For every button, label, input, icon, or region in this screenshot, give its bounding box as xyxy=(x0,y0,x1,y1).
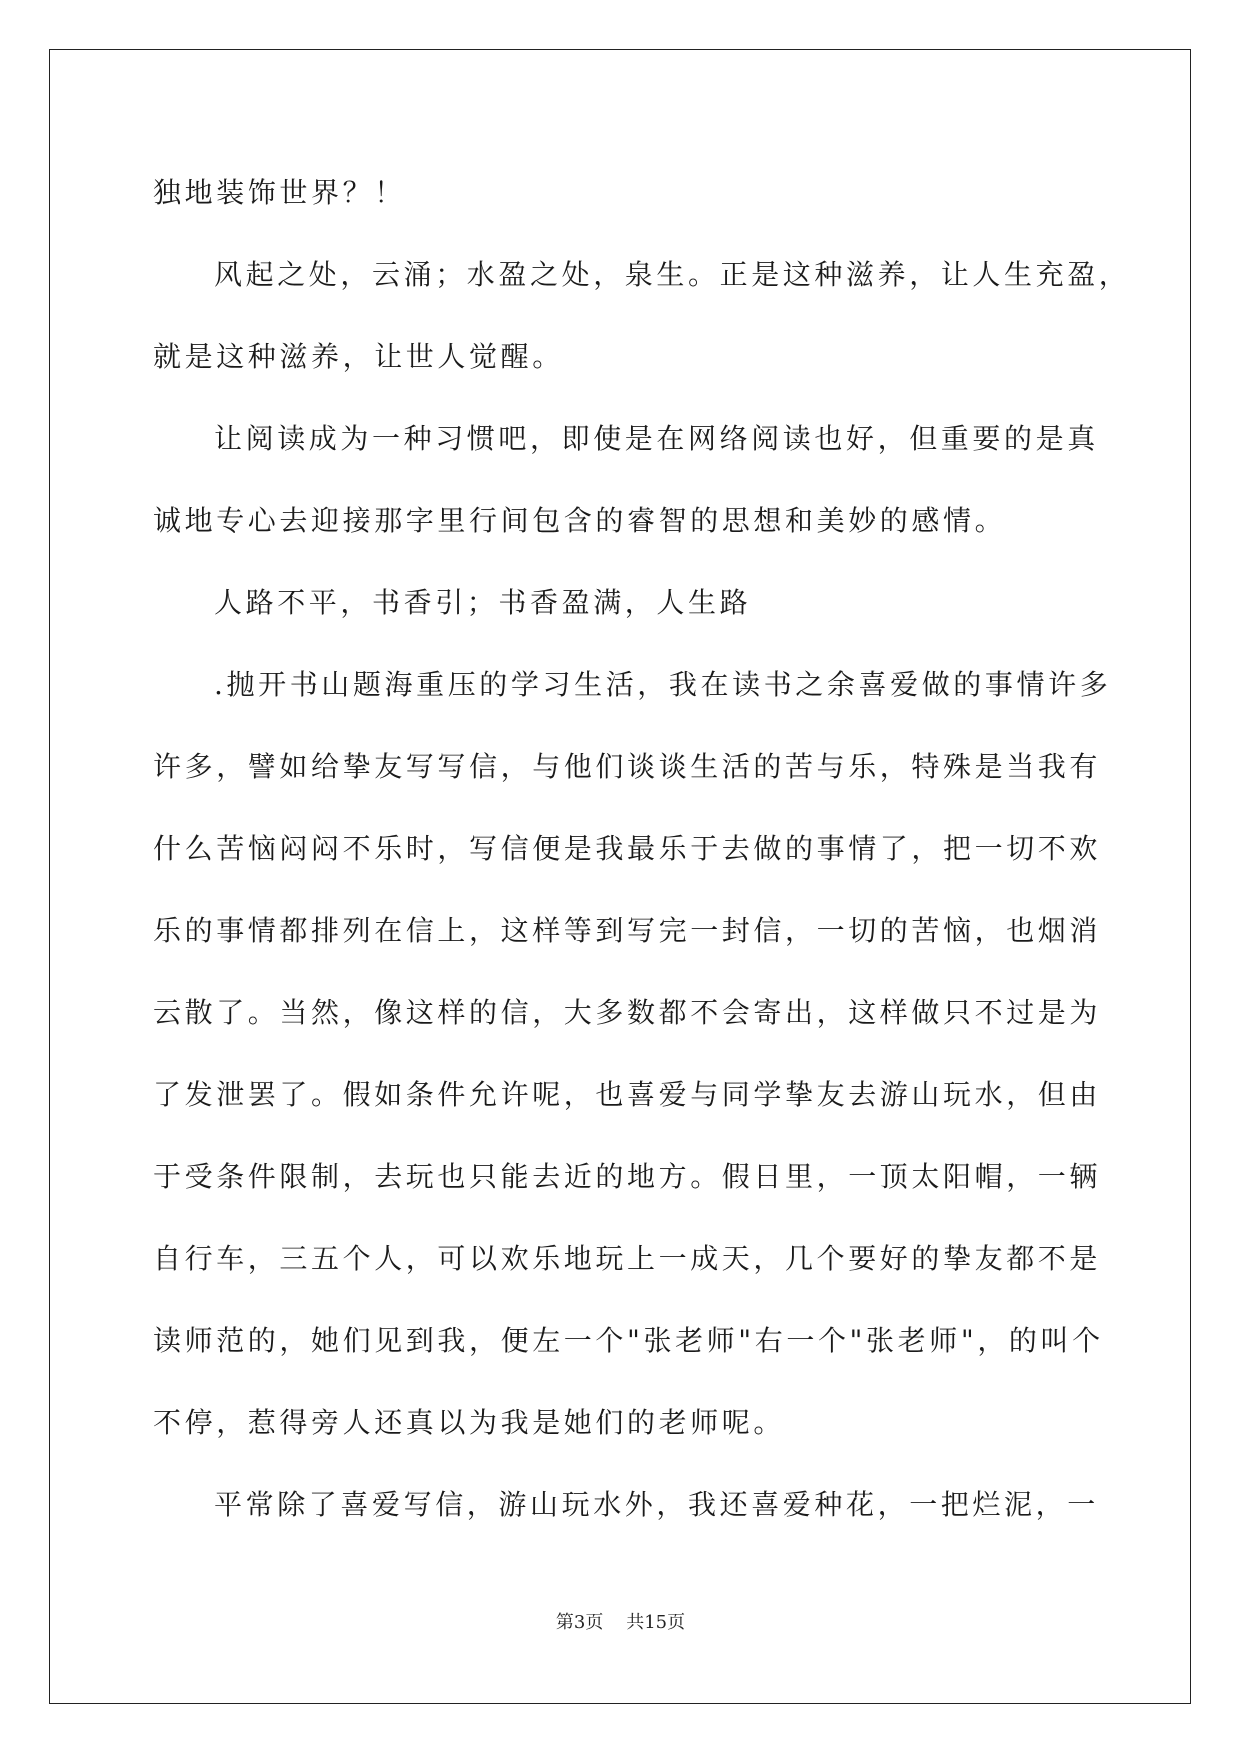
text-line: 就是这种滋养，让世人觉醒。 xyxy=(153,340,564,373)
page-total: 共15页 xyxy=(626,1612,686,1633)
text-line: 什么苦恼闷闷不乐时，写信便是我最乐于去做的事情了，把一切不欢 xyxy=(153,832,1102,865)
page-footer xyxy=(0,1611,1241,1635)
text-line: .抛开书山题海重压的学习生活，我在读书之余喜爱做的事情许多 xyxy=(214,668,1112,701)
text-line: 平常除了喜爱写信，游山玩水外，我还喜爱种花，一把烂泥，一 xyxy=(214,1488,1099,1521)
text-line: 许多，譬如给挚友写写信，与他们谈谈生活的苦与乐，特殊是当我有 xyxy=(153,750,1102,783)
text-line: 自行车，三五个人，可以欢乐地玩上一成天，几个要好的挚友都不是 xyxy=(153,1242,1102,1275)
text-line: 人路不平，书香引；书香盈满，人生路 xyxy=(214,586,752,619)
text-line: 让阅读成为一种习惯吧，即使是在网络阅读也好，但重要的是真 xyxy=(214,422,1099,455)
text-line: 风起之处，云涌；水盈之处，泉生。正是这种滋养，让人生充盈， xyxy=(214,258,1131,291)
text-line: 诚地专心去迎接那字里行间包含的睿智的思想和美妙的感情。 xyxy=(153,504,1007,537)
text-line: 乐的事情都排列在信上，这样等到写完一封信，一切的苦恼，也烟消 xyxy=(153,914,1102,947)
text-line: 读师范的，她们见到我，便左一个"张老师"右一个"张老师"，的叫个 xyxy=(153,1324,1104,1357)
text-line: 于受条件限制，去玩也只能去近的地方。假日里，一顶太阳帽，一辆 xyxy=(153,1160,1102,1193)
text-line: 云散了。当然，像这样的信，大多数都不会寄出，这样做只不过是为 xyxy=(153,996,1102,1029)
page-border xyxy=(49,49,1191,1704)
text-line: 了发泄罢了。假如条件允许呢，也喜爱与同学挚友去游山玩水，但由 xyxy=(153,1078,1102,1111)
page-number: 第3页 xyxy=(555,1612,604,1633)
text-line: 独地装饰世界？！ xyxy=(153,176,406,209)
text-line: 不停，惹得旁人还真以为我是她们的老师呢。 xyxy=(153,1406,786,1439)
